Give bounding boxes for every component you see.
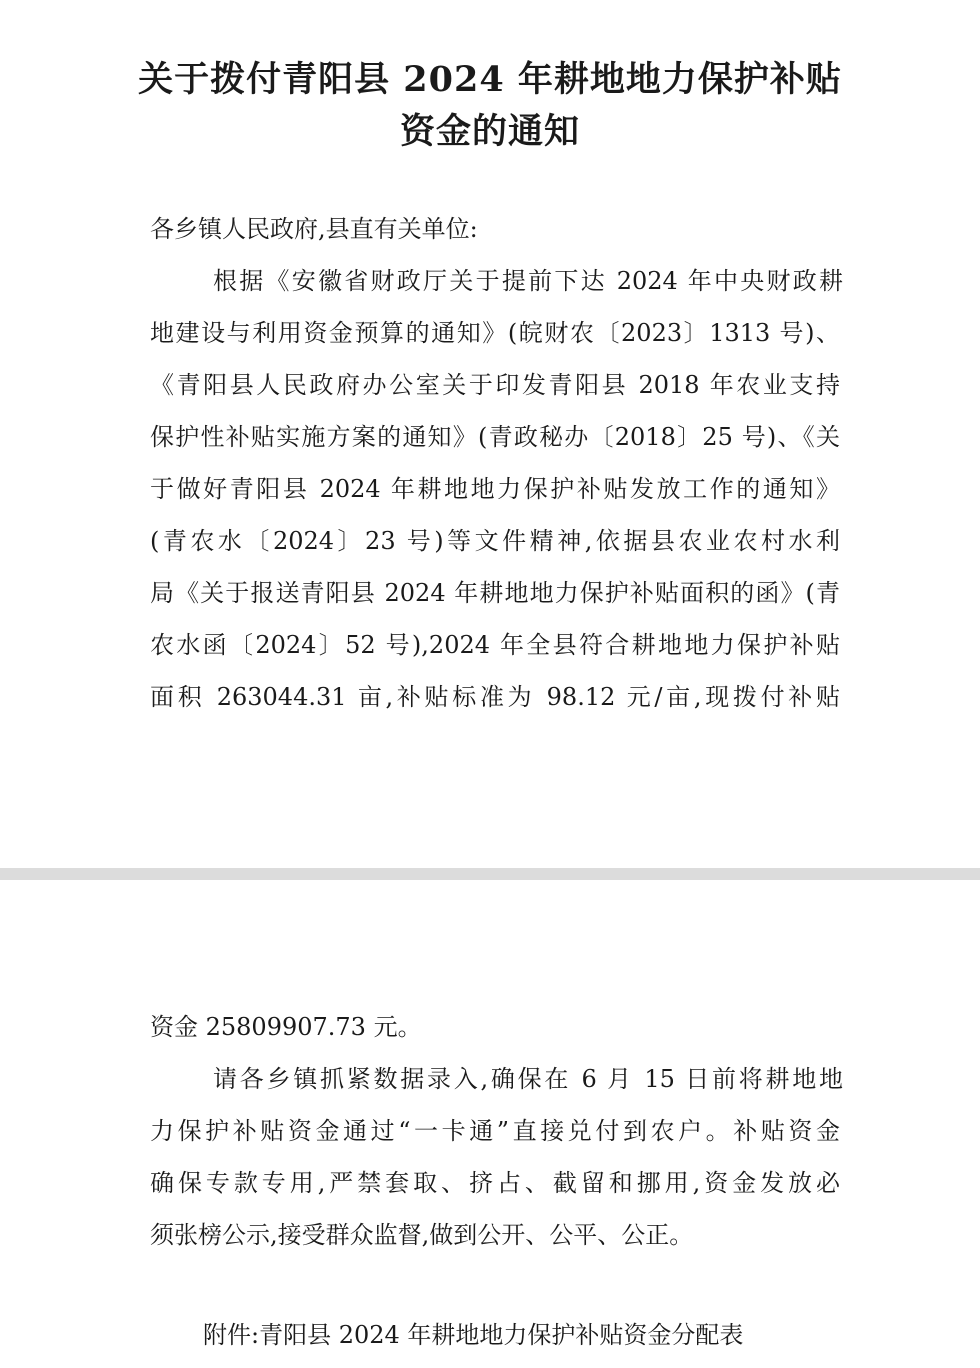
body-line: 局《关于报送青阳县 2024 年耕地地力保护补贴面积的函》(青 [150, 579, 840, 607]
salutation: 各乡镇人民政府,县直有关单位: [150, 215, 478, 243]
body-line: 《青阳县人民政府办公室关于印发青阳县 2018 年农业支持 [150, 371, 840, 399]
body-line: 保护性补贴实施方案的通知》(青政秘办〔2018〕25 号)、《关 [150, 423, 840, 451]
page-separator [0, 868, 980, 880]
body-line: 于做好青阳县 2024 年耕地地力保护补贴发放工作的通知》 [150, 475, 840, 503]
body-line: 确保专款专用,严禁套取、挤占、截留和挪用,资金发放必 [150, 1169, 840, 1197]
document-title-line-2: 资金的通知 [399, 111, 580, 152]
body-line: (青农水〔2024〕23 号)等文件精神,依据县农业农村水利 [150, 527, 840, 555]
body-line: 地建设与利用资金预算的通知》(皖财农〔2023〕1313 号)、 [150, 319, 840, 347]
attachment-note: 附件:青阳县 2024 年耕地地力保护补贴资金分配表 [203, 1321, 744, 1349]
body-line: 根据《安徽省财政厅关于提前下达 2024 年中央财政耕 [213, 267, 843, 295]
body-line: 请各乡镇抓紧数据录入,确保在 6 月 15 日前将耕地地 [213, 1065, 843, 1093]
body-line: 力保护补贴资金通过“一卡通”直接兑付到农户。补贴资金 [150, 1117, 840, 1145]
document-title-line-1: 关于拨付青阳县 2024 年耕地地力保护补贴 [138, 59, 842, 100]
body-line: 农水函〔2024〕52 号),2024 年全县符合耕地地力保护补贴 [150, 631, 840, 659]
body-line: 资金 25809907.73 元。 [150, 1013, 422, 1041]
body-line: 面积 263044.31 亩,补贴标准为 98.12 元/亩,现拨付补贴 [150, 683, 840, 711]
body-line: 须张榜公示,接受群众监督,做到公开、公平、公正。 [150, 1221, 694, 1249]
